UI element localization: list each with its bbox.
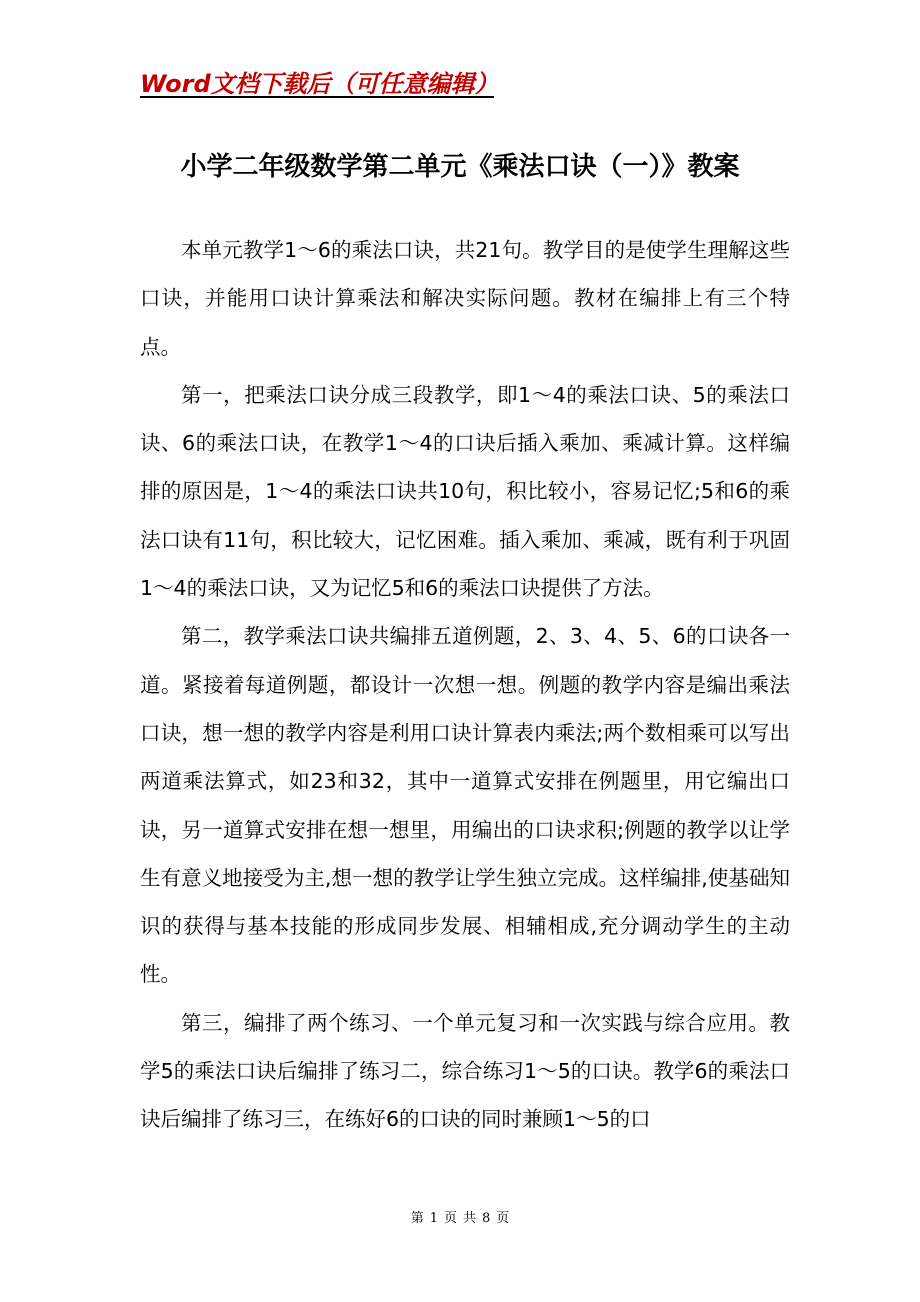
document-title: 小学二年级数学第二单元《乘法口诀（一）》教案: [180, 152, 740, 182]
footer-suffix: 页: [496, 1211, 510, 1226]
footer-total-label: 共: [463, 1211, 477, 1226]
footer-page-label: 页: [443, 1211, 457, 1226]
download-banner-text: Word文档下载后（可任意编辑）: [140, 70, 499, 98]
paragraph-second-feature: 第二，教学乘法口诀共编排五道例题，2、3、4、5、6的口诀各一道。紧接着每道例题，都设计一次想一想。例题的教学内容是编出乘法口诀，想一想的教学内容是利用口诀计算表内乘法;两个数相乘可以写出两道乘法算式，如23和32，其中一道算式安排在例题里，用它编出口诀，另一道算式安排在想一想里，用编出的口诀求积;例题的教学以让学生有意义地接受为主,想一想的教学让学生独立完成。这样编排,使基础知识的获得与基本技能的形成同步发展、相辅相成,充分调动学生的主动性。: [140, 624, 790, 987]
footer-prefix: 第: [410, 1211, 424, 1226]
download-banner: [140, 62, 499, 98]
paragraph-third-feature: 第三，编排了两个练习、一个单元复习和一次实践与综合应用。教学5的乘法口诀后编排了练习二，综合练习1～5的口诀。教学6的乘法口诀后编排了练习三，在练好6的口诀的同时兼顾1～5的口: [140, 1010, 790, 1132]
paragraph-first-feature: 第一，把乘法口诀分成三段教学，即1～4的乘法口诀、5的乘法口诀、6的乘法口诀，在教学1～4的口诀后插入乘加、乘减计算。这样编排的原因是，1～4的乘法口诀共10句，积比较小，容易记忆;5和6的乘法口诀有11句，积比较大，记忆困难。插入乘加、乘减，既有利于巩固1～4的乘法口诀，又为记忆5和6的乘法口诀提供了方法。: [140, 382, 790, 601]
paragraph-intro: 本单元教学1～6的乘法口诀，共21句。教学目的是使学生理解这些口诀，并能用口诀计算乘法和解决实际问题。教材在编排上有三个特点。: [140, 238, 790, 359]
footer-current-page: 1: [429, 1211, 438, 1226]
document-body: [140, 226, 790, 1144]
footer-total-pages: 8: [482, 1211, 491, 1226]
page-footer: [0, 1207, 920, 1226]
